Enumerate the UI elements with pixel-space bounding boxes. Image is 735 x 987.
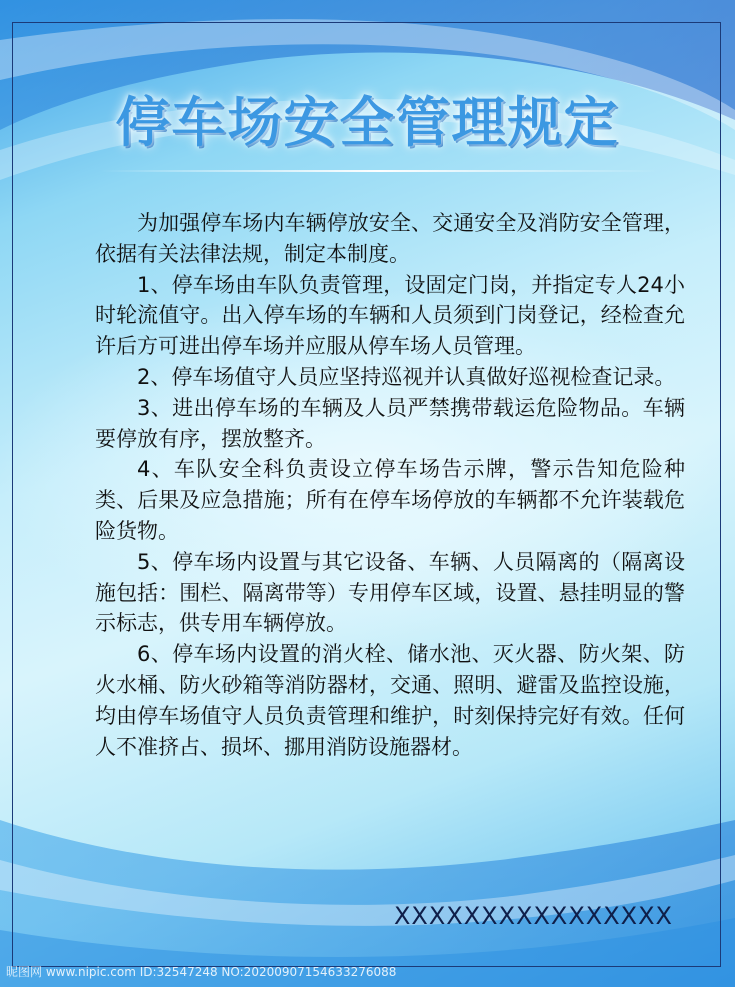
paragraph-item-2: 2、停车场值守人员应坚持巡视并认真做好巡视检查记录。 (137, 364, 676, 389)
title-divider (100, 170, 660, 172)
paragraph-intro: 为加强停车场内车辆停放安全、交通安全及消防安全管理，依据有关法律法规，制定本制度。 (95, 211, 685, 266)
paragraph-item-4: 4、车队安全科负责设立停车场告示牌，警示告知危险种类、后果及应急措施；所有在停车场停放的车辆都不允许装载危险货物。 (95, 457, 685, 543)
watermark-text: 昵图网 www.nipic.com ID:32547248 NO:20200907154633276088 (6, 965, 397, 979)
page-title: 停车场安全管理规定 (115, 90, 620, 154)
paragraph-item-6: 6、停车场内设置的消火栓、储水池、灭火器、防火架、防火水桶、防火砂箱等消防器材，交通、照明、避雷及监控设施，均由停车场值守人员负责管理和维护，时刻保持完好有效。任何人不准挤占、损坏、挪用消防设施器材。 (95, 642, 685, 759)
paragraph-item-5: 5、停车场内设置与其它设备、车辆、人员隔离的（隔离设施包括：围栏、隔离带等）专用停车区域，设置、悬挂明显的警示标志，供专用车辆停放。 (95, 549, 685, 636)
signature-placeholder: XXXXXXXXXXXXXXXX (393, 902, 673, 930)
paragraph-item-3: 3、进出停车场的车辆及人员严禁携带载运危险物品。车辆要停放有序，摆放整齐。 (95, 395, 685, 451)
paragraph-item-1: 1、停车场由车队负责管理，设固定门岗，并指定专人24小时轮流值守。出入停车场的车辆和人员须到门岗登记，经检查允许后方可进出停车场并应服从停车场人员管理。 (95, 272, 685, 359)
regulation-body (95, 208, 685, 762)
